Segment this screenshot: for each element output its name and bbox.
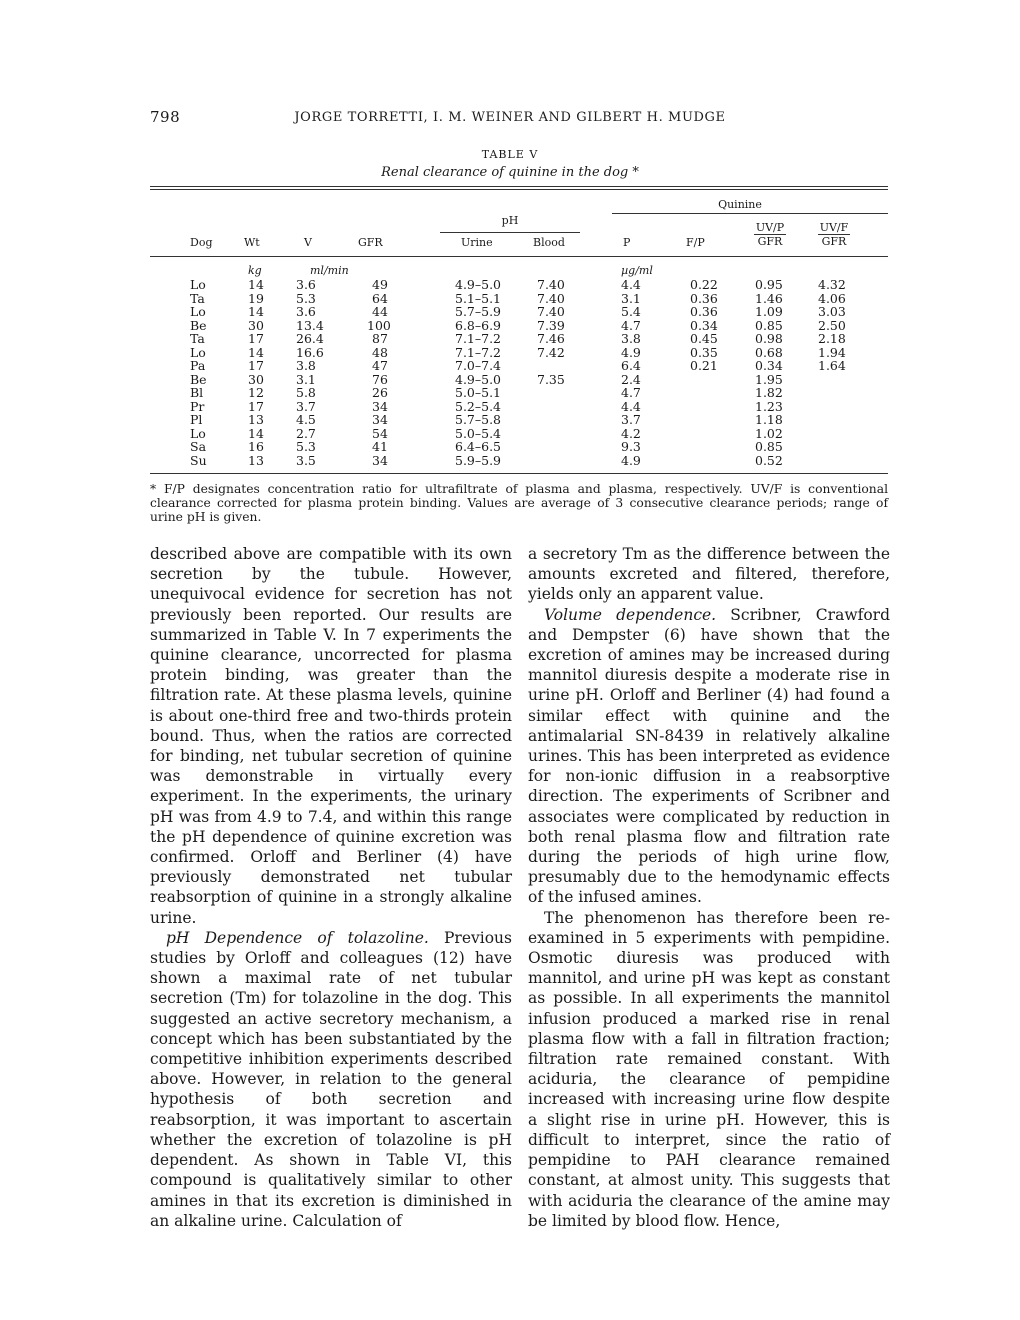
uvf-gfr-header-denominator: GFR (821, 235, 847, 248)
cell-urine-ph: 4.9–5.0 (455, 371, 502, 387)
column-header-v: V (304, 236, 312, 249)
body-paragraph: a secretory Tm as the difference between the amounts excreted and filtered, therefore, yields only an apparent value. (528, 545, 890, 604)
paragraph-text: Scribner, Crawford and Dempster (6) have shown that the excretion of amines may be increased during mannitol diuresis despite a moderate rise in urine pH. Orloff and Berliner (4) had found a similar effect with quinine and the antimalarial SN-8439 in relatively alkaline urines. This has been interpreted as evidence for non-ionic diffusion in a reabsorptive direction. The experiments of Scribner and associates were complicated by reduction in both renal plasma flow and filtration rate during the periods of high urine flow, presumably due to the hemodynamic effects of the infused amines. (528, 605, 890, 907)
cell-urine-ph: 5.9–5.9 (455, 452, 502, 468)
table-label: TABLE V (481, 148, 539, 161)
cell-uvp-gfr: 1.82 (755, 385, 783, 400)
cell-gfr: 54 (372, 425, 388, 441)
cell-wt: 19 (248, 290, 264, 306)
cell-wt: 14 (248, 277, 264, 292)
table-bottom-rule (150, 473, 888, 474)
cell-v: 3.8 (296, 358, 316, 373)
cell-uvp-gfr: 1.09 (755, 304, 783, 319)
cell-dog: Pl (190, 412, 203, 427)
cell-fp: 0.36 (690, 304, 718, 319)
cell-p: 3.7 (621, 412, 641, 427)
cell-p: 4.4 (621, 277, 641, 292)
cell-v: 3.5 (296, 452, 316, 468)
cell-uvf-gfr: 1.94 (818, 344, 846, 360)
cell-urine-ph: 5.7–5.8 (455, 412, 502, 427)
cell-wt: 13 (248, 452, 264, 468)
cell-dog: Ta (190, 290, 205, 306)
cell-dog: Sa (190, 439, 207, 454)
cell-gfr: 34 (372, 398, 388, 414)
cell-uvp-gfr: 0.52 (755, 452, 783, 468)
cell-uvp-gfr: 0.85 (755, 317, 783, 333)
cell-wt: 16 (248, 439, 264, 454)
cell-v: 13.4 (296, 317, 324, 333)
cell-uvf-gfr: 2.18 (818, 331, 846, 346)
cell-fp: 0.45 (690, 331, 718, 346)
cell-p: 4.2 (621, 425, 641, 441)
cell-uvp-gfr: 1.02 (755, 425, 783, 441)
cell-wt: 17 (248, 358, 264, 373)
cell-blood-ph: 7.40 (537, 290, 565, 306)
uvp-gfr-header-denominator: GFR (757, 235, 783, 248)
paragraph-text: Previous studies by Orloff and colleagues (12) have shown a maximal rate of net tubular secretion (Tm) for tolazoline in the dog. This suggested an active secretory mechanism, a concept which has been substantiated by the competitive inhibition experiments described above. However, in relation to the general hypothesis of both secretion and reabsorption, it was important to ascertain whether the excretion of tolazoline is pH dependent. As shown in Table VI, this compound is qualitatively similar to other amines in that its excretion is diminished in an alkaline urine. Calculation of (150, 928, 512, 1230)
cell-uvf-gfr: 4.06 (818, 290, 846, 306)
cell-gfr: 41 (372, 439, 388, 454)
cell-fp: 0.34 (690, 317, 718, 333)
section-heading: Volume dependence. (544, 605, 717, 624)
cell-wt: 14 (248, 344, 264, 360)
ph-group-rule (440, 232, 580, 233)
column-header-wt: Wt (244, 236, 260, 249)
running-head: JORGE TORRETTI, I. M. WEINER AND GILBERT H. MUDGE (294, 110, 726, 125)
cell-blood-ph: 7.46 (537, 331, 565, 346)
cell-v: 16.6 (296, 344, 324, 360)
cell-v: 2.7 (296, 425, 316, 441)
cell-p: 6.4 (621, 358, 641, 373)
cell-uvf-gfr: 2.50 (818, 317, 846, 333)
cell-dog: Lo (190, 277, 206, 292)
cell-p: 4.7 (621, 385, 641, 400)
cell-fp: 0.22 (690, 277, 718, 292)
cell-urine-ph: 5.0–5.4 (455, 425, 502, 441)
cell-v: 5.3 (296, 290, 316, 306)
cell-gfr: 47 (372, 358, 388, 373)
cell-gfr: 44 (372, 304, 388, 319)
cell-p: 4.9 (621, 344, 641, 360)
quinine-group-rule (612, 213, 888, 214)
cell-p: 4.9 (621, 452, 641, 468)
cell-gfr: 34 (372, 412, 388, 427)
cell-uvp-gfr: 1.95 (755, 371, 783, 387)
cell-dog: Be (190, 371, 207, 387)
cell-uvp-gfr: 0.95 (755, 277, 783, 292)
cell-urine-ph: 5.7–5.9 (455, 304, 502, 319)
cell-uvp-gfr: 0.98 (755, 331, 783, 346)
cell-gfr: 48 (372, 344, 388, 360)
body-column-right (528, 544, 890, 1231)
table-caption: Renal clearance of quinine in the dog * (381, 165, 639, 180)
body-paragraph (150, 928, 512, 1231)
column-header-blood: Blood (533, 236, 565, 249)
table-header-rule (150, 256, 888, 257)
cell-dog: Pa (190, 358, 206, 373)
cell-p: 2.4 (621, 371, 641, 387)
cell-fp: 0.21 (690, 358, 718, 373)
table-top-rule-second (150, 189, 888, 190)
cell-wt: 17 (248, 398, 264, 414)
cell-uvp-gfr: 1.18 (755, 412, 783, 427)
cell-p: 3.1 (621, 290, 641, 306)
cell-v: 5.3 (296, 439, 316, 454)
cell-urine-ph: 7.0–7.4 (455, 358, 502, 373)
cell-dog: Lo (190, 344, 206, 360)
cell-blood-ph: 7.35 (537, 371, 565, 387)
cell-v: 3.6 (296, 277, 316, 292)
cell-dog: Ta (190, 331, 205, 346)
cell-uvp-gfr: 0.68 (755, 344, 783, 360)
uvp-gfr-header-numerator: UV/P (755, 221, 785, 234)
cell-blood-ph: 7.40 (537, 277, 565, 292)
cell-urine-ph: 6.4–6.5 (455, 439, 502, 454)
cell-dog: Lo (190, 425, 206, 441)
cell-urine-ph: 7.1–7.2 (455, 344, 502, 360)
cell-urine-ph: 5.1–5.1 (455, 290, 502, 306)
cell-p: 4.7 (621, 317, 641, 333)
page-number: 798 (150, 108, 181, 126)
cell-v: 3.7 (296, 398, 316, 414)
cell-gfr: 64 (372, 290, 388, 306)
cell-v: 3.6 (296, 304, 316, 319)
cell-blood-ph: 7.42 (537, 344, 565, 360)
cell-gfr: 34 (372, 452, 388, 468)
cell-fp: 0.36 (690, 290, 718, 306)
cell-uvp-gfr: 0.85 (755, 439, 783, 454)
ph-group-header: pH (501, 214, 519, 227)
cell-gfr: 26 (372, 385, 388, 400)
cell-wt: 14 (248, 304, 264, 319)
unit-v-gfr: ml/min (310, 264, 349, 277)
cell-dog: Bl (190, 385, 204, 400)
cell-uvp-gfr: 1.23 (755, 398, 783, 414)
cell-dog: Lo (190, 304, 206, 319)
cell-p: 5.4 (621, 304, 641, 319)
unit-wt: kg (248, 264, 262, 277)
table-top-rule (150, 186, 888, 187)
cell-gfr: 100 (367, 317, 391, 333)
body-paragraph: described above are compatible with its own secretion by the tubule. However, unequivocal evidence for secretion has not previously been reported. Our results are summarized in Table V. In 7 experiments the quinine clearance, uncorrected for plasma protein binding, was greater than the filtration rate. At these plasma levels, quinine is about one-third free and two-thirds protein bound. Thus, when the ratios are corrected for binding, net tubular secretion of quinine was demonstrable in virtually every experiment. In the experiments, the urinary pH was from 4.9 to 7.4, and within this range the pH dependence of quinine excretion was confirmed. Orloff and Berliner (4) have previously demonstrated net tubular reabsorption of quinine in a strongly alkaline urine. (150, 545, 512, 927)
cell-dog: Pr (190, 398, 205, 414)
cell-gfr: 87 (372, 331, 388, 346)
column-header-urine: Urine (461, 236, 493, 249)
cell-gfr: 49 (372, 277, 388, 292)
cell-dog: Be (190, 317, 207, 333)
cell-v: 4.5 (296, 412, 316, 427)
cell-wt: 13 (248, 412, 264, 427)
unit-p: µg/ml (621, 264, 653, 277)
body-column-left (150, 544, 512, 1231)
cell-v: 26.4 (296, 331, 324, 346)
cell-urine-ph: 6.8–6.9 (455, 317, 502, 333)
cell-blood-ph: 7.40 (537, 304, 565, 319)
cell-blood-ph: 7.39 (537, 317, 565, 333)
cell-p: 4.4 (621, 398, 641, 414)
section-heading: pH Dependence of tolazoline. (166, 928, 429, 947)
cell-p: 3.8 (621, 331, 641, 346)
cell-urine-ph: 4.9–5.0 (455, 277, 502, 292)
cell-gfr: 76 (372, 371, 388, 387)
cell-wt: 30 (248, 371, 264, 387)
cell-urine-ph: 5.2–5.4 (455, 398, 502, 414)
cell-wt: 14 (248, 425, 264, 441)
cell-v: 5.8 (296, 385, 316, 400)
uvf-gfr-header-numerator: UV/F (819, 221, 849, 234)
cell-dog: Su (190, 452, 207, 468)
body-paragraph (528, 605, 890, 908)
cell-wt: 30 (248, 317, 264, 333)
cell-urine-ph: 5.0–5.1 (455, 385, 502, 400)
cell-fp: 0.35 (690, 344, 718, 360)
column-header-dog: Dog (190, 236, 213, 249)
cell-v: 3.1 (296, 371, 316, 387)
column-header-p: P (623, 236, 631, 249)
cell-uvf-gfr: 3.03 (818, 304, 846, 319)
cell-p: 9.3 (621, 439, 641, 454)
body-paragraph: The phenomenon has therefore been re-examined in 5 experiments with pempidine. Osmotic diuresis was produced with mannitol, and urine pH was kept as constant as possible. In all experiments the mannitol infusion produced a marked rise in renal plasma flow with a fall in filtration fraction; filtration rate remained constant. With aciduria, the clearance of pempidine increased with increasing urine flow despite a slight rise in urine pH. However, this is difficult to interpret, since the ratio of pempidine to PAH clearance remained constant, at almost unity. This suggests that with aciduria the clearance of the amine may be limited by blood flow. Hence, (528, 908, 890, 1230)
cell-wt: 17 (248, 331, 264, 346)
column-header-gfr: GFR (358, 236, 383, 249)
quinine-group-header: Quinine (718, 198, 762, 211)
cell-uvf-gfr: 1.64 (818, 358, 846, 373)
cell-uvf-gfr: 4.32 (818, 277, 846, 292)
cell-uvp-gfr: 0.34 (755, 358, 783, 373)
table-footnote: * F/P designates concentration ratio for ultrafiltrate of plasma and plasma, respectively. UV/F is conventional clearance corrected for plasma protein binding. Values are average of 3 consecutive clearance periods; range of urine pH is given. (150, 482, 888, 524)
cell-urine-ph: 7.1–7.2 (455, 331, 502, 346)
cell-wt: 12 (248, 385, 264, 400)
cell-uvp-gfr: 1.46 (755, 290, 783, 306)
column-header-fp: F/P (686, 236, 705, 249)
